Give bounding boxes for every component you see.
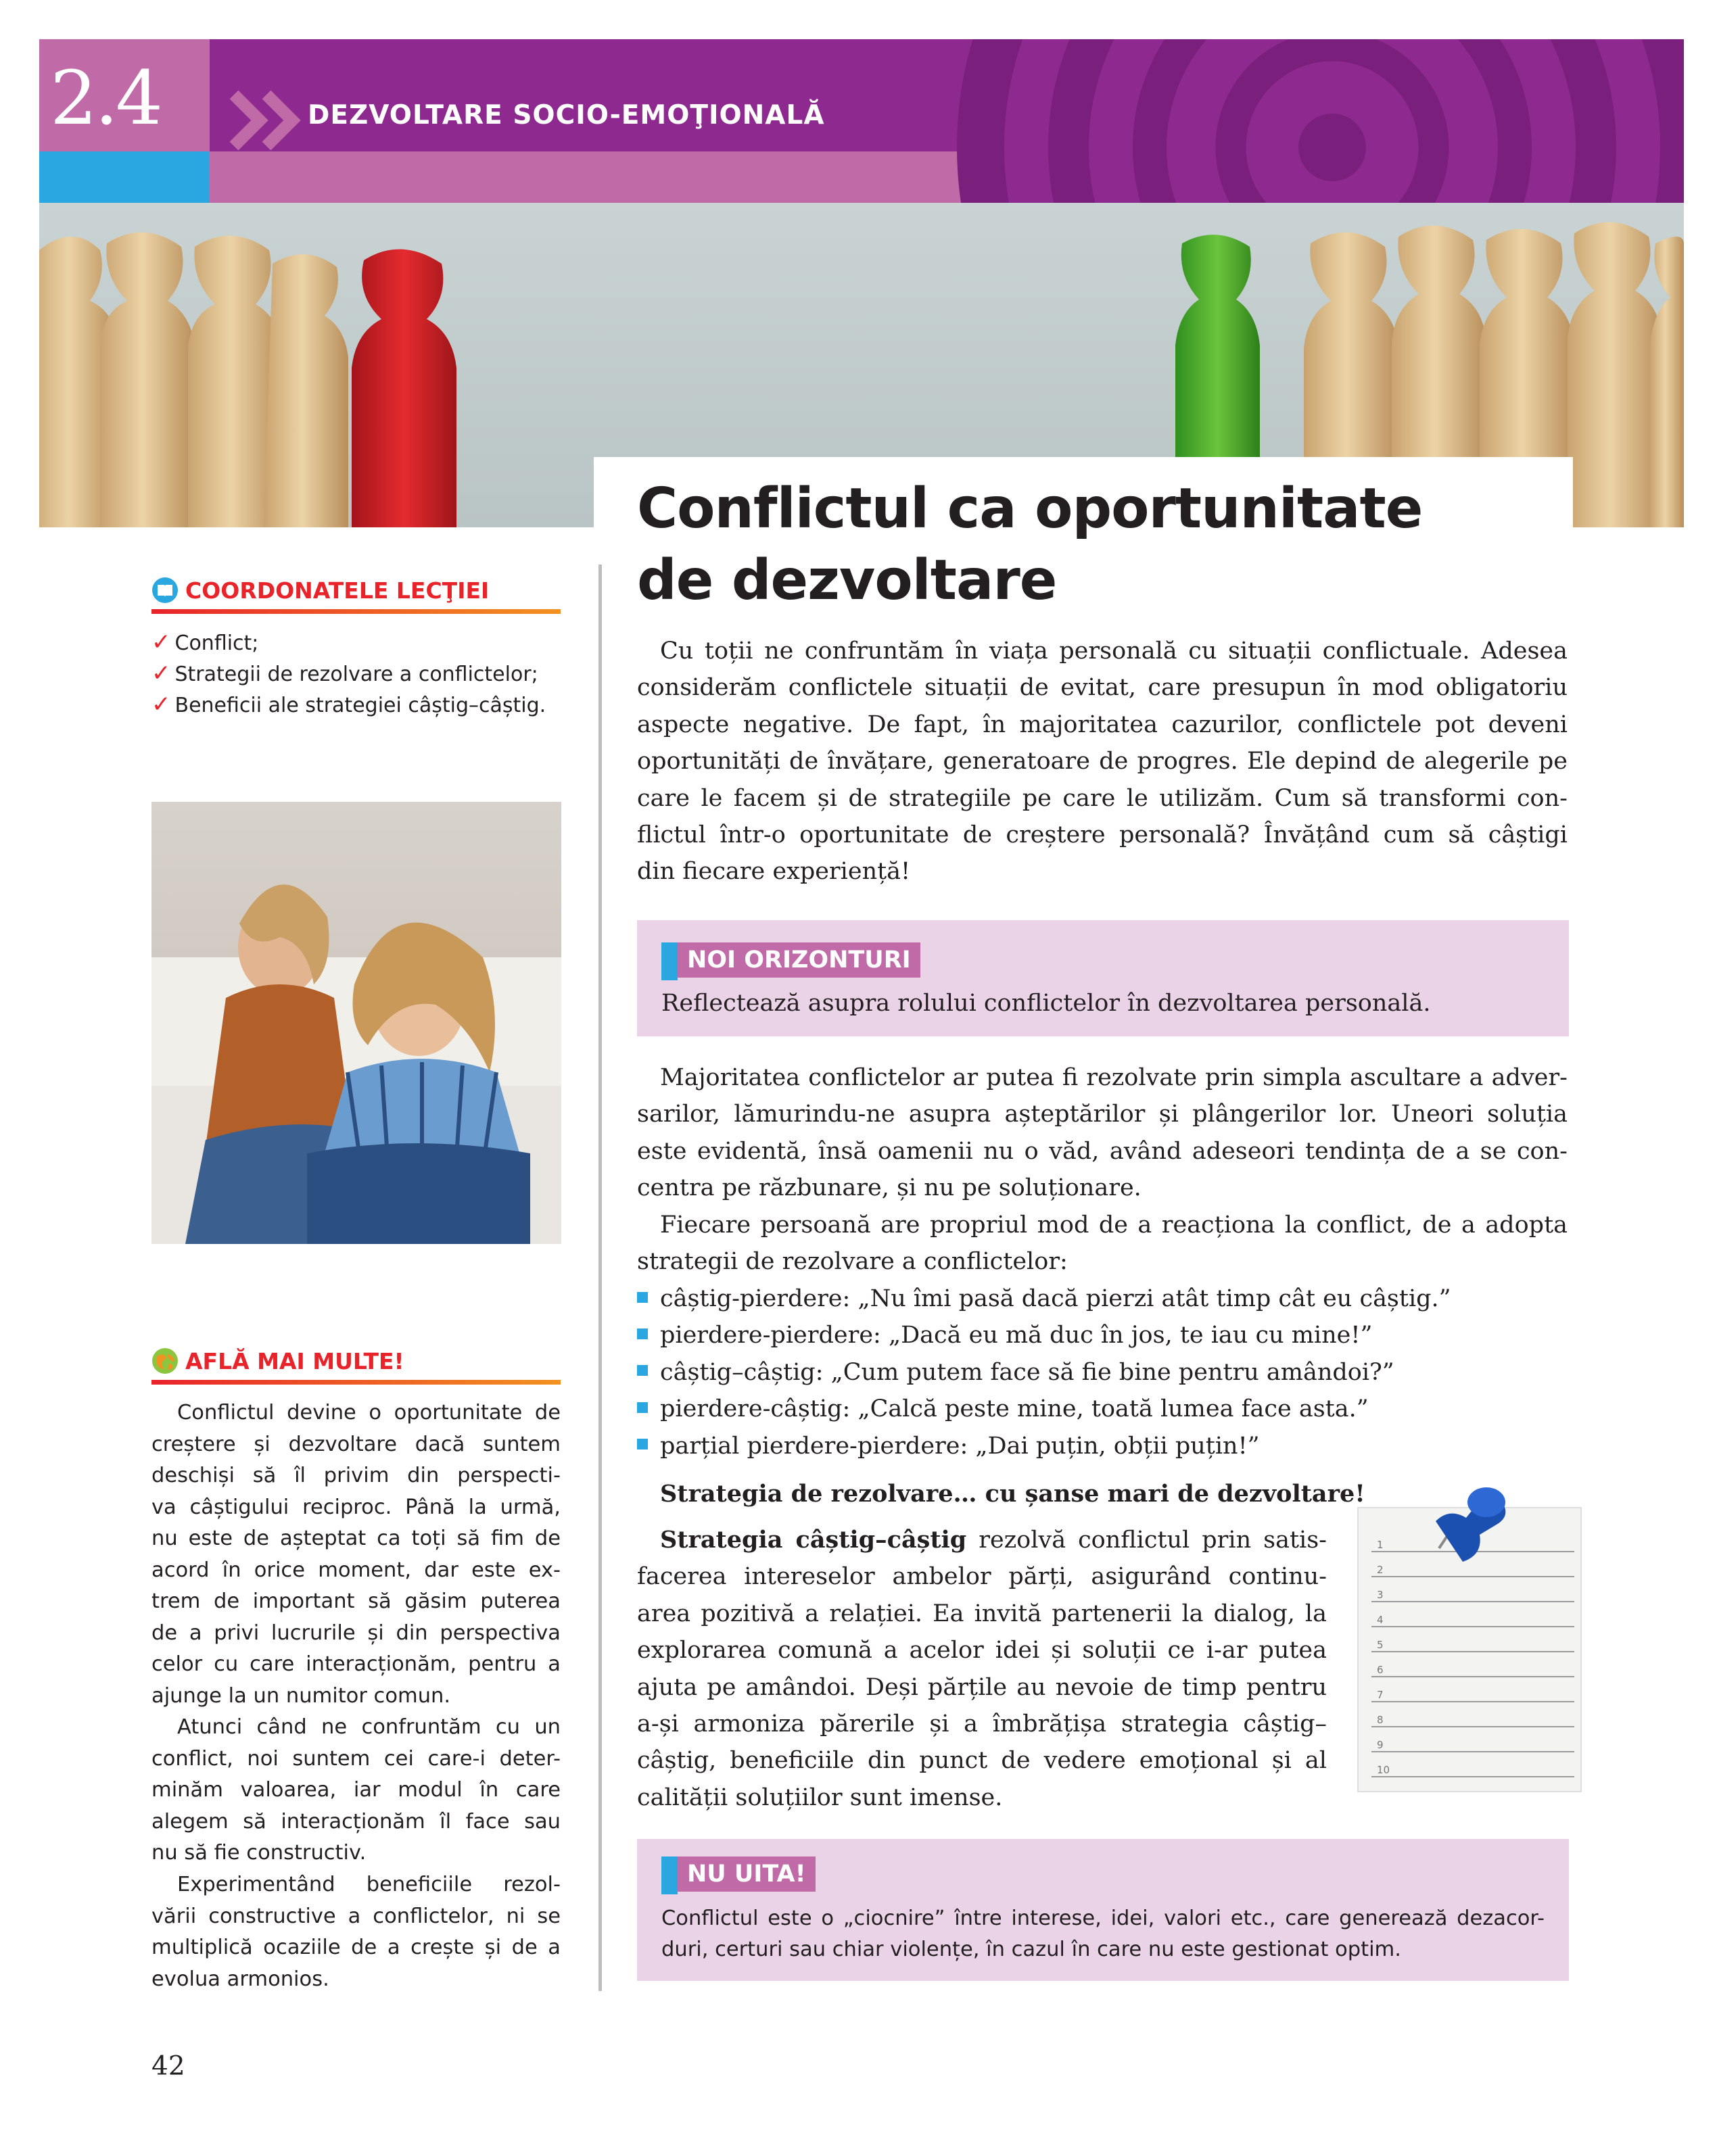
coordonate-underline bbox=[151, 609, 561, 614]
square-bullet-icon bbox=[637, 1292, 648, 1303]
paragraph-1: Majoritatea conflictelor ar putea fi rezolvate prin simpla ascultare a adver- sarilor, lămurindu-ne asupra așteptărilor și plângerilor lor. Uneori soluția este evidentă, însă oamenii nu o văd, având adeseori tendința de a se con- centra pe răzbunare, și nu pe soluționare. bbox=[637, 1064, 1568, 1202]
box-marker bbox=[661, 942, 678, 980]
notepad-number: 9 bbox=[1377, 1739, 1384, 1751]
globe-icon bbox=[151, 1347, 179, 1374]
notepad-number: 3 bbox=[1377, 1589, 1384, 1601]
square-bullet-icon bbox=[637, 1439, 648, 1450]
strategy-heading: Strategia de rezolvare… cu șanse mari de dezvoltare! bbox=[660, 1480, 1365, 1508]
noi-orizonturi-text: Reflectează asupra rolului conflictelor în dezvoltarea personală. bbox=[661, 990, 1431, 1017]
notepad-number: 1 bbox=[1377, 1539, 1384, 1551]
notepad-number: 8 bbox=[1377, 1714, 1384, 1726]
section-title: DEZVOLTARE SOCIO-EMOŢIONALĂ bbox=[308, 100, 825, 130]
strategy-item: câștig–câștig: „Cum putem face să fie bine pentru amândoi?” bbox=[637, 1354, 1568, 1391]
strategies-list bbox=[637, 1280, 1568, 1464]
notepad-pushpin-image bbox=[1351, 1474, 1586, 1797]
lesson-number: 2.4 bbox=[50, 55, 160, 141]
header-blue-block bbox=[39, 151, 210, 203]
coordonate-title: COORDONATELE LECŢIEI bbox=[185, 577, 490, 604]
strategy-item: parțial pierdere-pierdere: „Dai puțin, obții puțin!” bbox=[637, 1428, 1568, 1464]
box-marker bbox=[661, 1856, 678, 1894]
checkmark-icon: ✓ bbox=[151, 691, 171, 718]
intro-paragraph: Cu toții ne confruntăm în viața personală cu situații conflictuale. Adesea considerăm conflictele situații de evitat, care presupun în mod obligatoriu aspecte negative. De fapt, în majoritatea cazurilor, conflictele pot deveni oportunități de învățare, generatoare de progres. Ele depind de alegerile pe care le facem și de strategiile pe care le utilizăm. Cum să transformi con- flictul într-o oportunitate de creștere personală? Învățând cum să câștigi din fiecare experiență! bbox=[637, 638, 1568, 886]
notepad-number: 5 bbox=[1377, 1639, 1384, 1651]
afla-title: AFLĂ MAI MULTE! bbox=[185, 1347, 404, 1374]
header-accent-strip bbox=[210, 151, 981, 203]
square-bullet-icon bbox=[637, 1402, 648, 1413]
header-arcs-decoration bbox=[954, 39, 1684, 203]
coordonate-item: ✓ Strategii de rezolvare a conflictelor; bbox=[151, 660, 538, 687]
notepad-number: 10 bbox=[1377, 1764, 1390, 1776]
noi-orizonturi-label: NOI ORIZONTURI bbox=[678, 942, 920, 978]
strategy-item: pierdere-câștig: „Calcă peste mine, toată lumea face asta.” bbox=[637, 1391, 1568, 1427]
strategy-item: pierdere-pierdere: „Dacă eu mă duc în jos, te iau cu mine!” bbox=[637, 1317, 1568, 1354]
noi-orizonturi-box bbox=[637, 920, 1569, 1036]
nu-uita-box bbox=[637, 1839, 1569, 1981]
coordonate-heading bbox=[151, 577, 489, 604]
nu-uita-label: NU UITA! bbox=[678, 1856, 816, 1892]
page-title-line-2: de dezvoltare bbox=[637, 548, 1057, 613]
notepad-number: 6 bbox=[1377, 1664, 1384, 1676]
strategy-item: câștig-pierdere: „Nu îmi pasă dacă pierzi atât timp cât eu câștig.” bbox=[637, 1280, 1568, 1317]
page-title-line-1: Conflictul ca oportunitate bbox=[637, 477, 1423, 541]
afla-paragraph-3: Experimentând beneficiile rezol- vării constructive a conflictelor, ni se multiplică ocaziile de a crește și de a evolua armonios. bbox=[151, 1873, 561, 1991]
book-icon bbox=[151, 577, 179, 604]
afla-underline bbox=[151, 1380, 561, 1385]
column-divider bbox=[598, 565, 602, 1991]
afla-heading bbox=[151, 1347, 404, 1374]
page-number: 42 bbox=[151, 2051, 185, 2082]
square-bullet-icon bbox=[637, 1328, 648, 1339]
strategy-bold-term: Strategia câștig–câștig bbox=[660, 1526, 967, 1554]
strategy-paragraph: Strategia câștig–câștig rezolvă conflictul prin satis- facerea intereselor ambelor părți, asigurând continu- area pozitivă a relației. Ea invită partenerii la dialog, la explorarea comună a acelor idei și soluții ce i-ar putea ajuta pe amândoi. Deși părțile au nevoie de timp pentru a-și armoniza părerile și a îmbrățișa strategia câștig– câștig, beneficiile din punct de vedere emoțional și al calității soluțiilor sunt imense. bbox=[637, 1526, 1327, 1811]
notepad-number: 2 bbox=[1377, 1564, 1384, 1576]
notepad-number: 4 bbox=[1377, 1614, 1384, 1626]
two-women-illustration bbox=[151, 802, 561, 1244]
double-chevron-icon bbox=[229, 87, 303, 154]
afla-paragraph-2: Atunci când ne confruntăm cu un conflict, noi suntem cei care-i deter- minăm valoarea, iar modul în care alegem să interacționăm îl face sau nu să fie constructiv. bbox=[151, 1715, 561, 1865]
paragraph-2: Fiecare persoană are propriul mod de a reacționa la conflict, de a adopta strategii de rezolvare a conflictelor: bbox=[637, 1212, 1568, 1276]
checkmark-icon: ✓ bbox=[151, 660, 171, 687]
nu-uita-text: Conflictul este o „ciocnire” între interese, idei, valori etc., care generează dezacor- duri, certuri sau chiar violențe, în cazul în care nu este gestionat optim. bbox=[661, 1907, 1545, 1961]
photo-two-upset-women bbox=[151, 802, 561, 1244]
page-title bbox=[637, 473, 1584, 617]
coordonate-item: ✓ Beneficii ale strategiei câștig–câștig. bbox=[151, 691, 546, 718]
afla-paragraph-1: Conflictul devine o oportunitate de creștere și dezvoltare dacă suntem deschiși să îl privim din perspecti- va câștigului reciproc. Până la urmă, nu este de așteptat ca toți să fim de acord în orice moment, dar este ex- trem de important să găsim puterea de a privi lucrurile și din perspectiva celor cu care interacționăm, pentru a ajunge la un numitor comun. bbox=[151, 1401, 561, 1708]
coordonate-list bbox=[151, 627, 546, 721]
square-bullet-icon bbox=[637, 1365, 648, 1376]
notepad-number: 7 bbox=[1377, 1689, 1384, 1701]
coordonate-item: ✓ Conflict; bbox=[151, 629, 259, 656]
checkmark-icon: ✓ bbox=[151, 629, 171, 656]
